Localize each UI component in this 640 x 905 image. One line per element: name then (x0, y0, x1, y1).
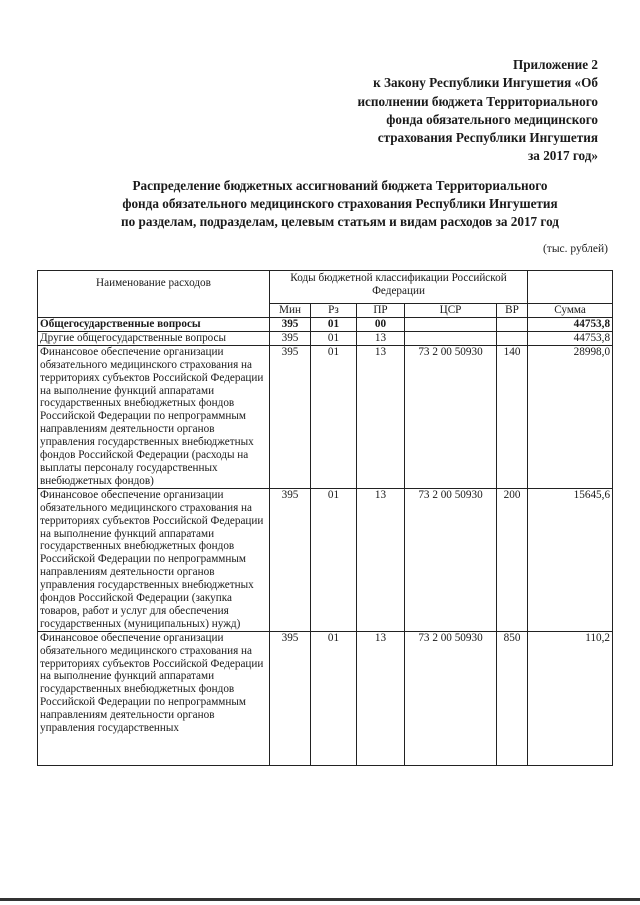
appendix-line: за 2017 год» (528, 148, 598, 164)
header-csr: ЦСР (405, 304, 497, 318)
header-min: Мин (270, 304, 311, 318)
row-min: 395 (270, 345, 311, 488)
row-name: Финансовое обеспечение организации обязательного медицинского страхования на территориях субъектов Российской Федерации на выполнение функций аппаратами государственных внебюджетных фондов Российской Федерации по непрограммным направлениям деятельности органов управления государственных внебюджетных фондов Российской Федерации (расходы на выплаты персоналу государственных внебюджетных фондов) (38, 345, 270, 488)
row-pr: 13 (357, 631, 405, 765)
header-empty (528, 271, 613, 304)
row-name: Общегосударственные вопросы (38, 318, 270, 332)
appendix-header (258, 56, 598, 166)
row-sum: 44753,8 (528, 318, 613, 332)
appendix-line: исполнении бюджета Территориального (357, 93, 598, 109)
row-min: 395 (270, 318, 311, 332)
row-pr: 13 (357, 345, 405, 488)
budget-table (37, 270, 613, 766)
row-pr: 13 (357, 488, 405, 631)
appendix-line: Приложение 2 (512, 57, 598, 72)
title-line: по разделам, подразделам, целевым статьям и видам расходов за 2017 год (121, 214, 559, 230)
row-min: 395 (270, 631, 311, 765)
table-row (38, 318, 613, 332)
row-csr (405, 331, 497, 345)
table-row (38, 331, 613, 345)
header-name: Наименование расходов (38, 271, 270, 318)
header-pr: ПР (357, 304, 405, 318)
title-line: Распределение бюджетных ассигнований бюджета Территориального (132, 178, 548, 193)
row-csr: 73 2 00 50930 (405, 345, 497, 488)
document-title (70, 177, 610, 232)
row-csr (405, 318, 497, 332)
row-rz: 01 (311, 331, 357, 345)
row-vr (497, 331, 528, 345)
row-csr: 73 2 00 50930 (405, 488, 497, 631)
header-row (38, 271, 613, 304)
row-vr: 200 (497, 488, 528, 631)
row-vr: 140 (497, 345, 528, 488)
row-vr (497, 318, 528, 332)
row-name: Финансовое обеспечение организации обязательного медицинского страхования на территориях субъектов Российской Федерации на выполнение функций аппаратами государственных внебюджетных фондов Российской Федерации по непрограммным направлениям деятельности органов управления государственных внебюджетных фондов Российской Федерации (закупка товаров, работ и услуг для обеспечения государственных (муниципальных) нужд) (38, 488, 270, 631)
table-row (38, 631, 613, 765)
row-min: 395 (270, 488, 311, 631)
row-sum: 15645,6 (528, 488, 613, 631)
row-pr: 13 (357, 331, 405, 345)
row-rz: 01 (311, 488, 357, 631)
title-line: фонда обязательного медицинского страхования Республики Ингушетия (122, 196, 558, 212)
table-row (38, 488, 613, 631)
row-vr: 850 (497, 631, 528, 765)
row-sum: 28998,0 (528, 345, 613, 488)
header-sum: Сумма (528, 304, 613, 318)
header-codes: Коды бюджетной классификации Российской Федерации (270, 271, 528, 304)
row-rz: 01 (311, 631, 357, 765)
unit-label: (тыс. рублей) (542, 243, 608, 255)
row-pr: 00 (357, 318, 405, 332)
row-rz: 01 (311, 345, 357, 488)
appendix-line: фонда обязательного медицинского (386, 111, 598, 127)
appendix-line: к Закону Республики Ингушетия «Об (373, 75, 598, 91)
appendix-line: страхования Республики Ингушетия (377, 130, 598, 146)
row-min: 395 (270, 331, 311, 345)
row-rz: 01 (311, 318, 357, 332)
row-csr: 73 2 00 50930 (405, 631, 497, 765)
row-name: Другие общегосударственные вопросы (38, 331, 270, 345)
scan-edge-line (0, 898, 640, 901)
header-vr: ВР (497, 304, 528, 318)
table-row (38, 345, 613, 488)
row-name: Финансовое обеспечение организации обязательного медицинского страхования на территориях субъектов Российской Федерации на выполнение функций аппаратами государственных внебюджетных фондов Российской Федерации по непрограммным направлениям деятельности органов управления государственных (38, 631, 270, 765)
header-rz: Рз (311, 304, 357, 318)
row-sum: 110,2 (528, 631, 613, 765)
row-sum: 44753,8 (528, 331, 613, 345)
